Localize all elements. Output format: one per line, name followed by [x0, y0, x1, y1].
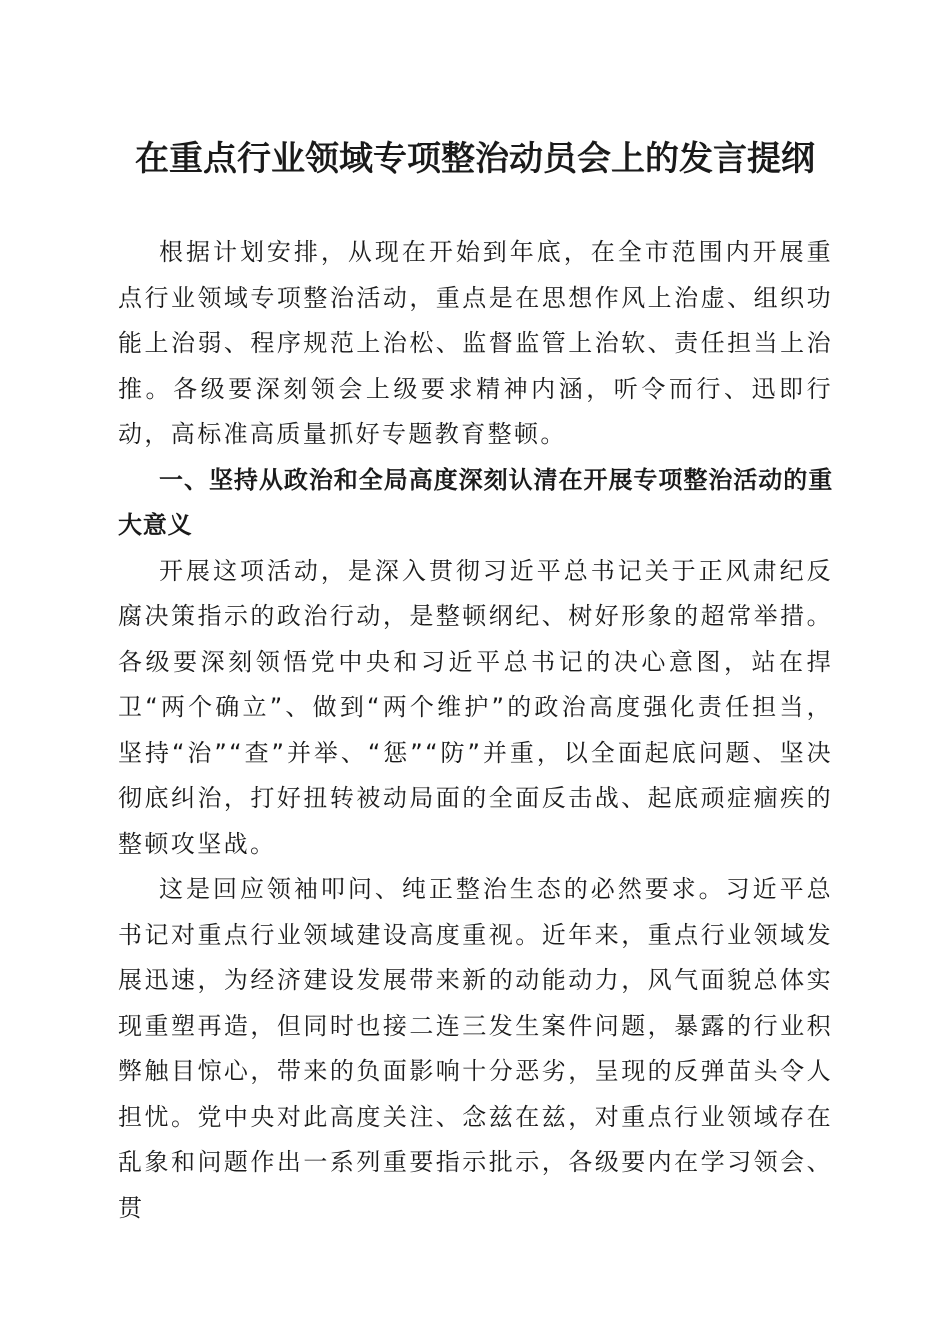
paragraph-section-1-b: 这是回应领袖叩问、纯正整治生态的必然要求。习近平总书记对重点行业领域建设高度重视。近年来，重点行业领域发展迅速，为经济建设发展带来新的动能动力，风气面貌总体实现重塑再造，但同时也接二连三发生案件问题，暴露的行业积弊触目惊心，带来的负面影响十分恶劣，呈现的反弹苗头令人担忧。党中央对此高度关注、念兹在兹，对重点行业领域存在乱象和问题作出一系列重要指示批示，各级要内在学习领会、贯	[118, 875, 833, 1222]
paragraph-intro: 根据计划安排，从现在开始到年底，在全市范围内开展重点行业领域专项整治活动，重点是在思想作风上治虚、组织功能上治弱、程序规范上治松、监督监管上治软、责任担当上治推。各级要深刻领会上级要求精神内涵，听令而行、迅即行动，高标准高质量抓好专题教育整顿。	[118, 238, 833, 448]
document-body	[118, 230, 833, 1231]
document-title: 在重点行业领域专项整治动员会上的发言提纲	[135, 139, 815, 179]
paragraph-section-1-a: 开展这项活动，是深入贯彻习近平总书记关于正风肃纪反腐决策指示的政治行动，是整顿纲纪、树好形象的超常举措。各级要深刻领悟党中央和习近平总书记的决心意图，站在捍卫“两个确立”、做到“两个维护”的政治高度强化责任担当，坚持“治”“查”并举、“惩”“防”并重，以全面起底问题、坚决彻底纠治，打好扭转被动局面的全面反击战、起底顽症痼疾的整顿攻坚战。	[118, 556, 833, 858]
section-heading-1: 一、坚持从政治和全局高度深刻认清在开展专项整治活动的重大意义	[118, 465, 833, 539]
